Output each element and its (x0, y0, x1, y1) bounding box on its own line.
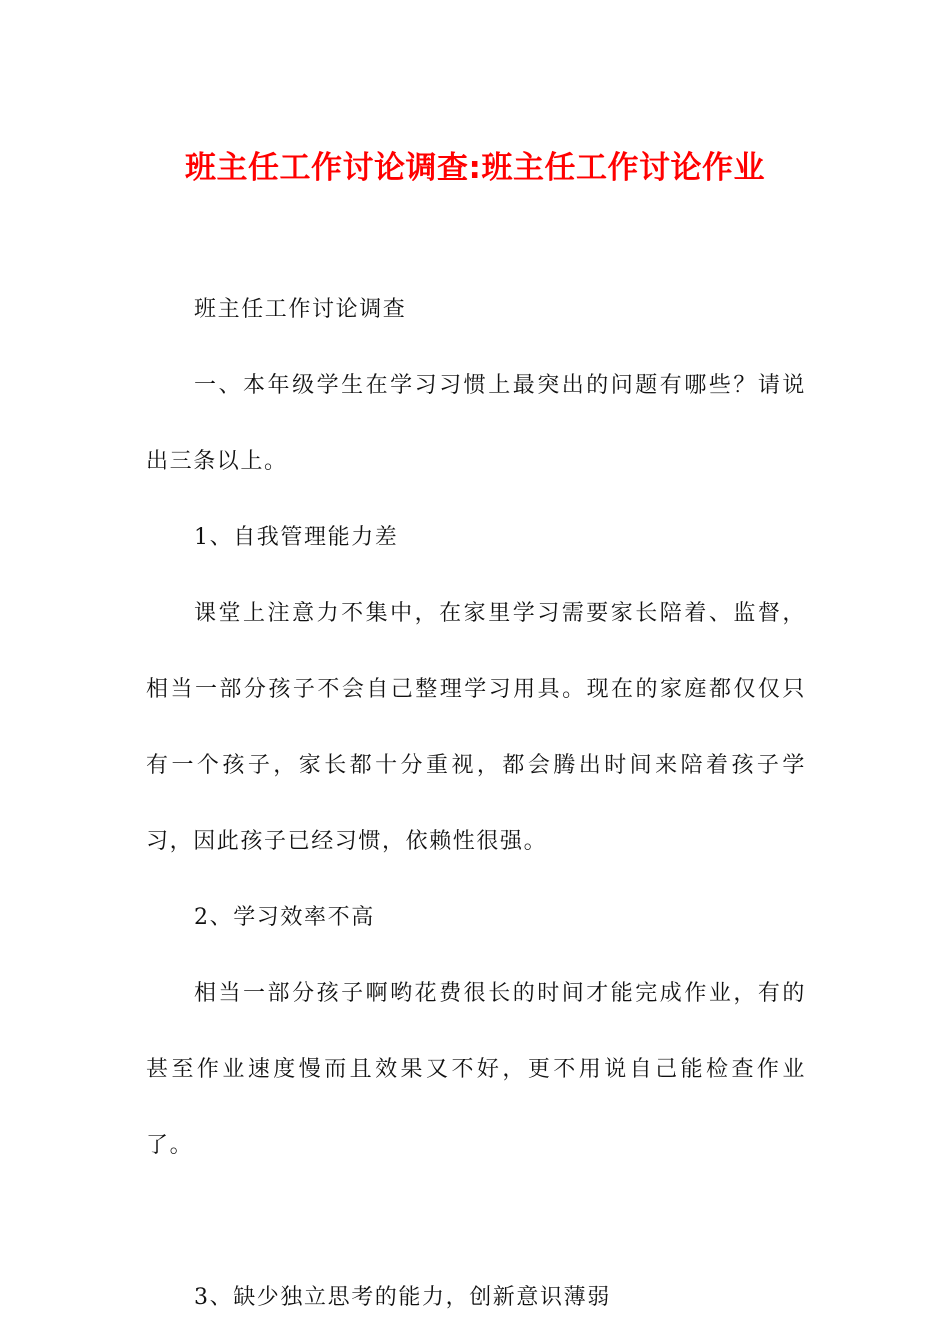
point-2-body: 相当一部分孩子啊哟花费很长的时间才能完成作业，有的甚至作业速度慢而且效果又不好，更不用说自己能检查作业了。 (146, 981, 806, 1158)
point-2-heading: 2、学习效率不高 (194, 905, 375, 930)
question-1: 一、本年级学生在学习习惯上最突出的问题有哪些？请说出三条以上。 (146, 373, 806, 474)
point-3-heading: 3、缺少独立思考的能力，创新意识薄弱 (194, 1285, 611, 1310)
document-title: 班主任工作讨论调查:班主任工作讨论作业 (185, 150, 765, 186)
survey-heading: 班主任工作讨论调查 (194, 297, 407, 322)
document-body (146, 272, 806, 1336)
point-1-body: 课堂上注意力不集中，在家里学习需要家长陪着、监督，相当一部分孩子不会自己整理学习用具。现在的家庭都仅仅只有一个孩子，家长都十分重视，都会腾出时间来陪着孩子学习，因此孩子已经习惯，依赖性很强。 (146, 601, 806, 854)
point-1-heading: 1、自我管理能力差 (194, 525, 399, 550)
